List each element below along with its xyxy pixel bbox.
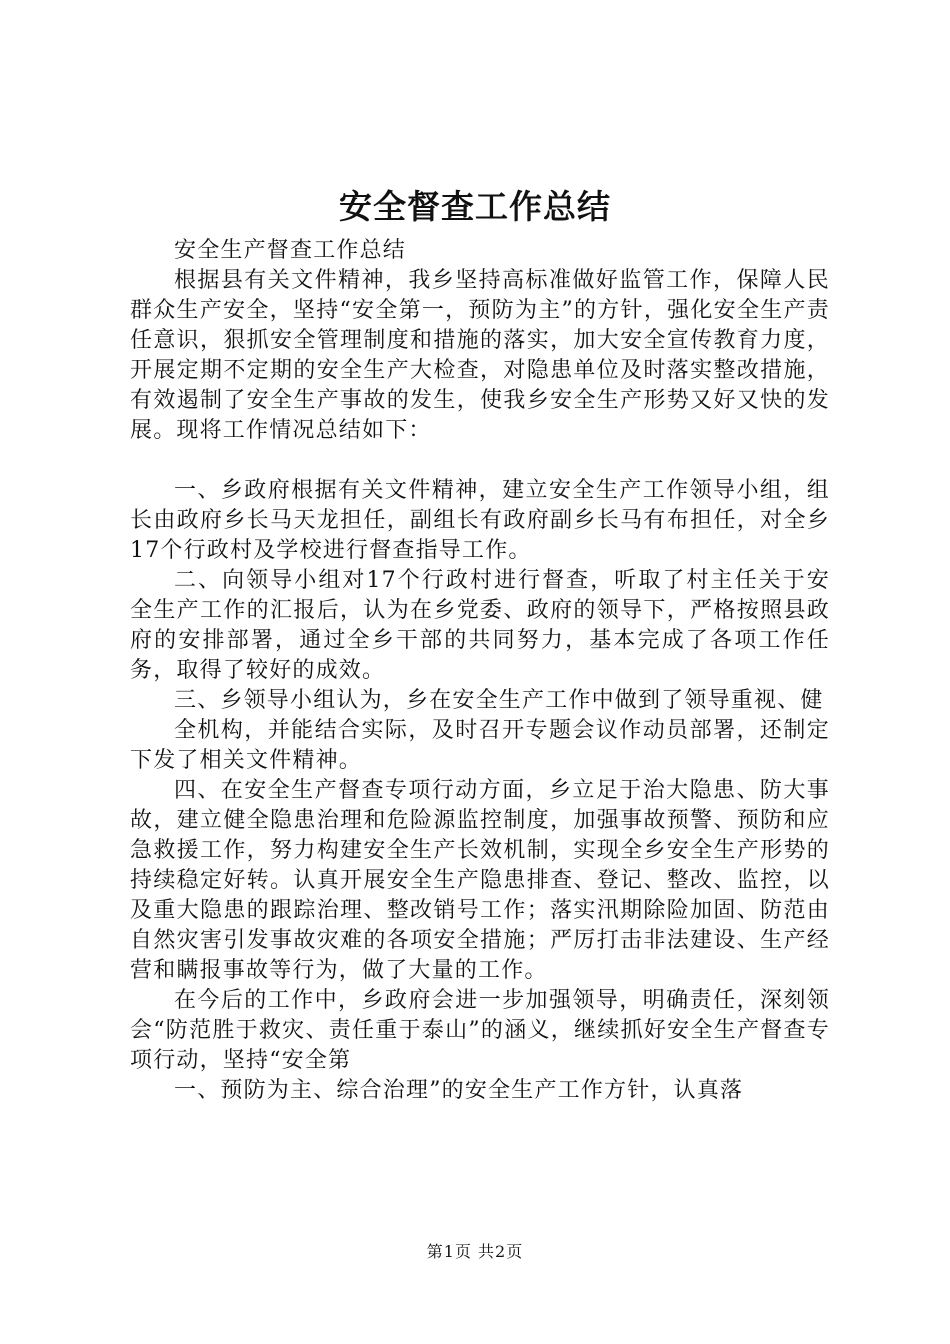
page-title: 安全督查工作总结: [339, 187, 611, 226]
section-two-paragraph: 二、向领导小组对17个行政村进行督查，听取了村主任关于安全生产工作的汇报后，认为在乡党委、政府的领导下，严格按照县政府的安排部署，通过全乡干部的共同努力，基本完成了各项工作任务，取得了较好的成效。: [130, 568, 830, 683]
section-one-paragraph: 一、乡政府根据有关文件精神，建立安全生产工作领导小组，组长由政府乡长马天龙担任，副组长有政府副乡长马有布担任，对全乡17个行政村及学校进行督查指导工作。: [130, 478, 830, 563]
section-three-paragraph: 三、乡领导小组认为，乡在安全生产工作中做到了领导重视、健: [174, 688, 824, 713]
page-number-footer: 第1页 共2页: [426, 1242, 524, 1261]
subtitle-paragraph: 安全生产督查工作总结: [174, 238, 407, 263]
section-three-continued-paragraph: 全机构，并能结合实际，及时召开专题会议作动员部署，还制定下发了相关文件精神。: [130, 718, 830, 773]
document-body: [130, 236, 830, 1106]
section-four-paragraph: 四、在安全生产督查专项行动方面，乡立足于治大隐患、防大事故，建立健全隐患治理和危险源监控制度，加强事故预警、预防和应急救援工作，努力构建安全生产长效机制，实现全乡安全生产形势的持续稳定好转。认真开展安全生产隐患排查、登记、整改、监控，以及重大隐患的跟踪治理、整改销号工作；落实汛期除险加固、防范由自然灾害引发事故灾难的各项安全措施；严厉打击非法建设、生产经营和瞒报事故等行为，做了大量的工作。: [130, 778, 830, 983]
continued-paragraph: 一、预防为主、综合治理”的安全生产工作方针，认真落: [174, 1078, 744, 1103]
future-work-paragraph: 在今后的工作中，乡政府会进一步加强领导，明确责任，深刻领会“防范胜于救灾、责任重于泰山”的涵义，继续抓好安全生产督查专项行动，坚持“安全第: [130, 988, 830, 1073]
intro-paragraph: 根据县有关文件精神，我乡坚持高标准做好监管工作，保障人民群众生产安全，坚持“安全第一，预防为主”的方针，强化安全生产责任意识，狠抓安全管理制度和措施的落实，加大安全宣传教育力度，开展定期不定期的安全生产大检查，对隐患单位及时落实整改措施，有效遏制了安全生产事故的发生，使我乡安全生产形势又好又快的发展。现将工作情况总结如下：: [130, 268, 830, 443]
